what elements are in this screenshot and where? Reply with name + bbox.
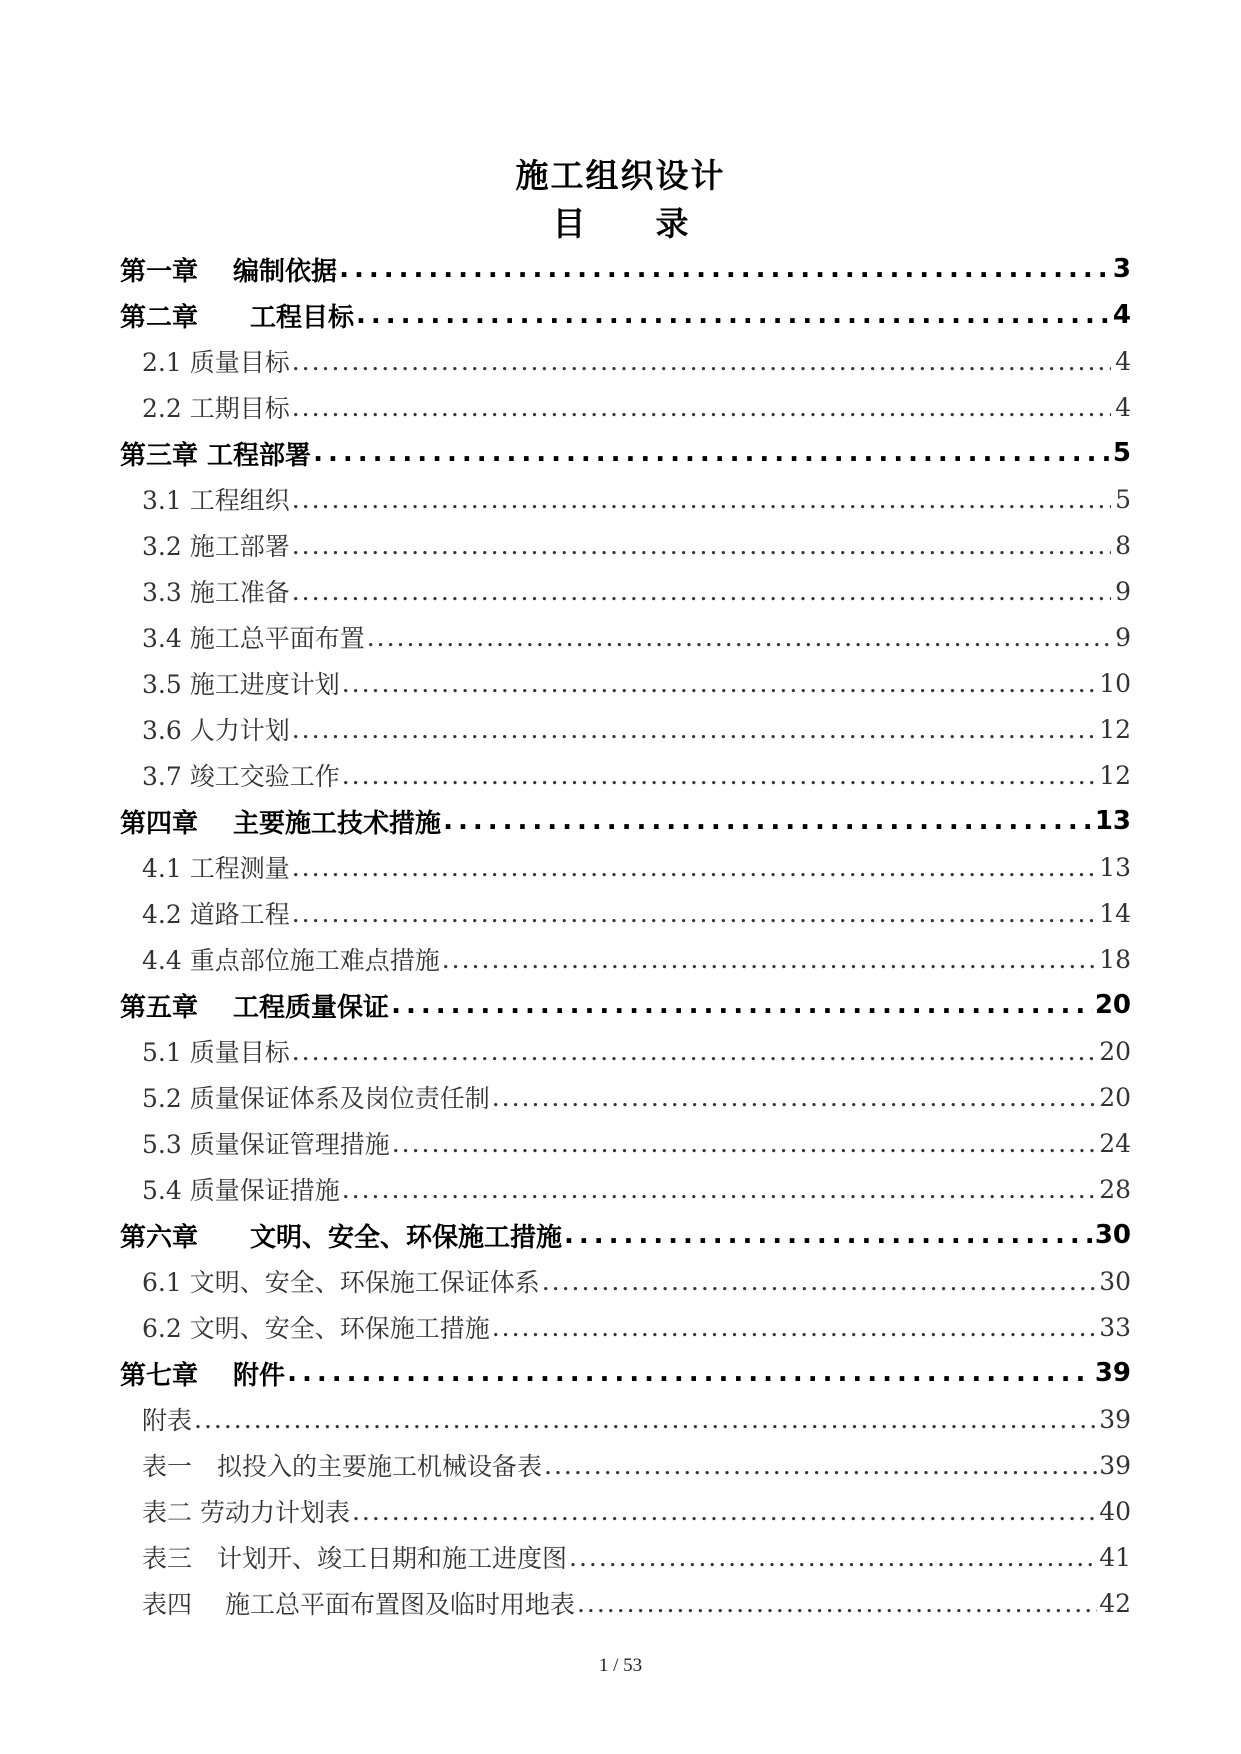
toc-page-number: 14: [1099, 898, 1131, 928]
toc-section-entry[interactable]: [120, 522, 1131, 568]
toc-page-number: 13: [1094, 806, 1131, 836]
toc-dot-leader: [564, 1220, 1093, 1250]
toc-entry-label: 3.7 竣工交验工作: [142, 762, 340, 791]
toc-entry-label: 第五章 工程质量保证: [120, 992, 390, 1023]
toc-chapter-entry[interactable]: [120, 798, 1131, 844]
toc-section-entry[interactable]: [120, 568, 1131, 614]
toc-entry-label: 3.6 人力计划: [142, 716, 290, 745]
toc-chapter-entry[interactable]: [120, 1212, 1131, 1258]
toc-dot-leader: [287, 1358, 1093, 1388]
toc-section-entry[interactable]: [120, 1304, 1131, 1350]
toc-dot-leader: [492, 1083, 1097, 1112]
toc-entry-label: 4.1 工程测量: [142, 854, 290, 883]
toc-dot-leader: [391, 990, 1093, 1020]
toc-entry-label: 2.2 工期目标: [142, 394, 290, 423]
toc-heading-left: 目: [552, 204, 586, 243]
toc-page-number: 42: [1099, 1588, 1131, 1618]
toc-page-number: 5: [1115, 484, 1131, 514]
document-title: 施工组织设计: [515, 156, 726, 195]
toc-section-entry[interactable]: [120, 1534, 1131, 1580]
toc-section-entry[interactable]: [120, 890, 1131, 936]
toc-dot-leader: [342, 761, 1097, 790]
toc-chapter-entry[interactable]: [120, 1350, 1131, 1396]
toc-entry-label: 3.4 施工总平面布置: [142, 624, 365, 653]
toc-section-entry[interactable]: [120, 660, 1131, 706]
toc-dot-leader: [443, 806, 1093, 836]
toc-dot-leader: [292, 1037, 1097, 1066]
toc-chapter-entry[interactable]: [120, 292, 1131, 338]
toc-section-entry[interactable]: [120, 1396, 1131, 1442]
toc-section-entry[interactable]: [120, 1166, 1131, 1212]
toc-entry-label: 2.1 质量目标: [142, 348, 290, 377]
toc-page-number: 4: [1112, 300, 1131, 330]
toc-entry-label: 第二章 工程目标: [120, 302, 355, 333]
toc-entry-label: 5.2 质量保证体系及岗位责任制: [142, 1084, 490, 1113]
toc-section-entry[interactable]: [120, 1028, 1131, 1074]
toc-dot-leader: [492, 1313, 1097, 1342]
toc-page-number: 39: [1099, 1404, 1131, 1434]
toc-page-number: 41: [1099, 1542, 1131, 1572]
toc-dot-leader: [542, 1267, 1097, 1296]
toc-page-number: 4: [1115, 346, 1131, 376]
toc-dot-leader: [342, 1175, 1097, 1204]
toc-page-number: 39: [1094, 1358, 1131, 1388]
toc-section-entry[interactable]: [120, 936, 1131, 982]
toc-entry-label: 表二 劳动力计划表: [142, 1498, 350, 1527]
toc-page-number: 30: [1099, 1266, 1131, 1296]
toc-entry-label: 第四章 主要施工技术措施: [120, 808, 442, 839]
toc-entry-label: 表三 计划开、竣工日期和施工进度图: [142, 1544, 568, 1573]
toc-dot-leader: [292, 531, 1111, 560]
toc-entry-label: 5.1 质量目标: [142, 1038, 290, 1067]
toc-heading-right: 录: [655, 204, 689, 243]
toc-dot-leader: [367, 623, 1111, 652]
toc-chapter-entry[interactable]: [120, 982, 1131, 1028]
toc-entry-label: 3.5 施工进度计划: [142, 670, 340, 699]
toc-dot-leader: [292, 899, 1097, 928]
toc-chapter-entry[interactable]: [120, 430, 1131, 476]
toc-section-entry[interactable]: [120, 1442, 1131, 1488]
toc-section-entry[interactable]: [120, 752, 1131, 798]
toc-page-number: 4: [1115, 392, 1131, 422]
toc-section-entry[interactable]: [120, 1258, 1131, 1304]
toc-dot-leader: [342, 669, 1097, 698]
toc-dot-leader: [339, 254, 1111, 284]
toc-section-entry[interactable]: [120, 476, 1131, 522]
toc-chapter-entry[interactable]: [120, 246, 1131, 292]
toc-dot-leader: [292, 853, 1097, 882]
toc-section-entry[interactable]: [120, 1120, 1131, 1166]
toc-page-number: 40: [1099, 1496, 1131, 1526]
toc-section-entry[interactable]: [120, 706, 1131, 752]
toc-page-number: 39: [1099, 1450, 1131, 1480]
toc-page-number: 3: [1112, 254, 1131, 284]
toc-dot-leader: [292, 347, 1111, 376]
toc-section-entry[interactable]: [120, 614, 1131, 660]
toc-page-number: 12: [1099, 760, 1131, 790]
toc-heading: [0, 198, 1241, 245]
toc-page-number: 30: [1094, 1220, 1131, 1250]
toc-dot-leader: [442, 945, 1097, 974]
toc-entry-label: 3.3 施工准备: [142, 578, 290, 607]
toc-entry-label: 第三章 工程部署: [120, 440, 312, 471]
toc-section-entry[interactable]: [120, 338, 1131, 384]
toc-dot-leader: [577, 1589, 1097, 1618]
toc-page-number: 13: [1099, 852, 1131, 882]
toc-page-number: 8: [1115, 530, 1131, 560]
table-of-contents: [120, 246, 1131, 1626]
toc-section-entry[interactable]: [120, 1580, 1131, 1626]
toc-entry-label: 4.4 重点部位施工难点措施: [142, 946, 440, 975]
toc-page-number: 20: [1094, 990, 1131, 1020]
toc-page-number: 5: [1112, 438, 1131, 468]
toc-dot-leader: [313, 438, 1111, 468]
toc-entry-label: 3.1 工程组织: [142, 486, 290, 515]
toc-page-number: 28: [1099, 1174, 1131, 1204]
toc-dot-leader: [292, 485, 1111, 514]
toc-section-entry[interactable]: [120, 384, 1131, 430]
toc-entry-label: 4.2 道路工程: [142, 900, 290, 929]
toc-page-number: 9: [1115, 576, 1131, 606]
toc-entry-label: 第六章 文明、安全、环保施工措施: [120, 1222, 563, 1253]
toc-page-number: 10: [1099, 668, 1131, 698]
toc-entry-label: 附表: [142, 1406, 193, 1435]
toc-entry-label: 3.2 施工部署: [142, 532, 290, 561]
toc-entry-label: 6.1 文明、安全、环保施工保证体系: [142, 1268, 540, 1297]
toc-entry-label: 5.3 质量保证管理措施: [142, 1130, 390, 1159]
toc-page-number: 20: [1099, 1082, 1131, 1112]
toc-entry-label: 表一 拟投入的主要施工机械设备表: [142, 1452, 543, 1481]
page-footer: 1 / 53: [598, 1655, 643, 1676]
toc-entry-label: 第一章 编制依据: [120, 256, 338, 287]
toc-section-entry[interactable]: [120, 844, 1131, 890]
toc-entry-label: 表四 施工总平面布置图及临时用地表: [142, 1590, 575, 1619]
toc-section-entry[interactable]: [120, 1074, 1131, 1120]
toc-dot-leader: [352, 1497, 1097, 1526]
toc-entry-label: 5.4 质量保证措施: [142, 1176, 340, 1205]
toc-page-number: 12: [1099, 714, 1131, 744]
toc-entry-label: 第七章 附件: [120, 1360, 286, 1391]
toc-dot-leader: [194, 1405, 1097, 1434]
toc-dot-leader: [292, 577, 1111, 606]
toc-entry-label: 6.2 文明、安全、环保施工措施: [142, 1314, 490, 1343]
toc-dot-leader: [292, 393, 1111, 422]
toc-page-number: 33: [1099, 1312, 1131, 1342]
toc-page-number: 9: [1115, 622, 1131, 652]
toc-page-number: 20: [1099, 1036, 1131, 1066]
toc-dot-leader: [569, 1543, 1097, 1572]
toc-page-number: 18: [1099, 944, 1131, 974]
toc-page-number: 24: [1099, 1128, 1131, 1158]
toc-dot-leader: [292, 715, 1097, 744]
toc-dot-leader: [544, 1451, 1097, 1480]
toc-dot-leader: [392, 1129, 1097, 1158]
toc-dot-leader: [356, 300, 1111, 330]
toc-section-entry[interactable]: [120, 1488, 1131, 1534]
